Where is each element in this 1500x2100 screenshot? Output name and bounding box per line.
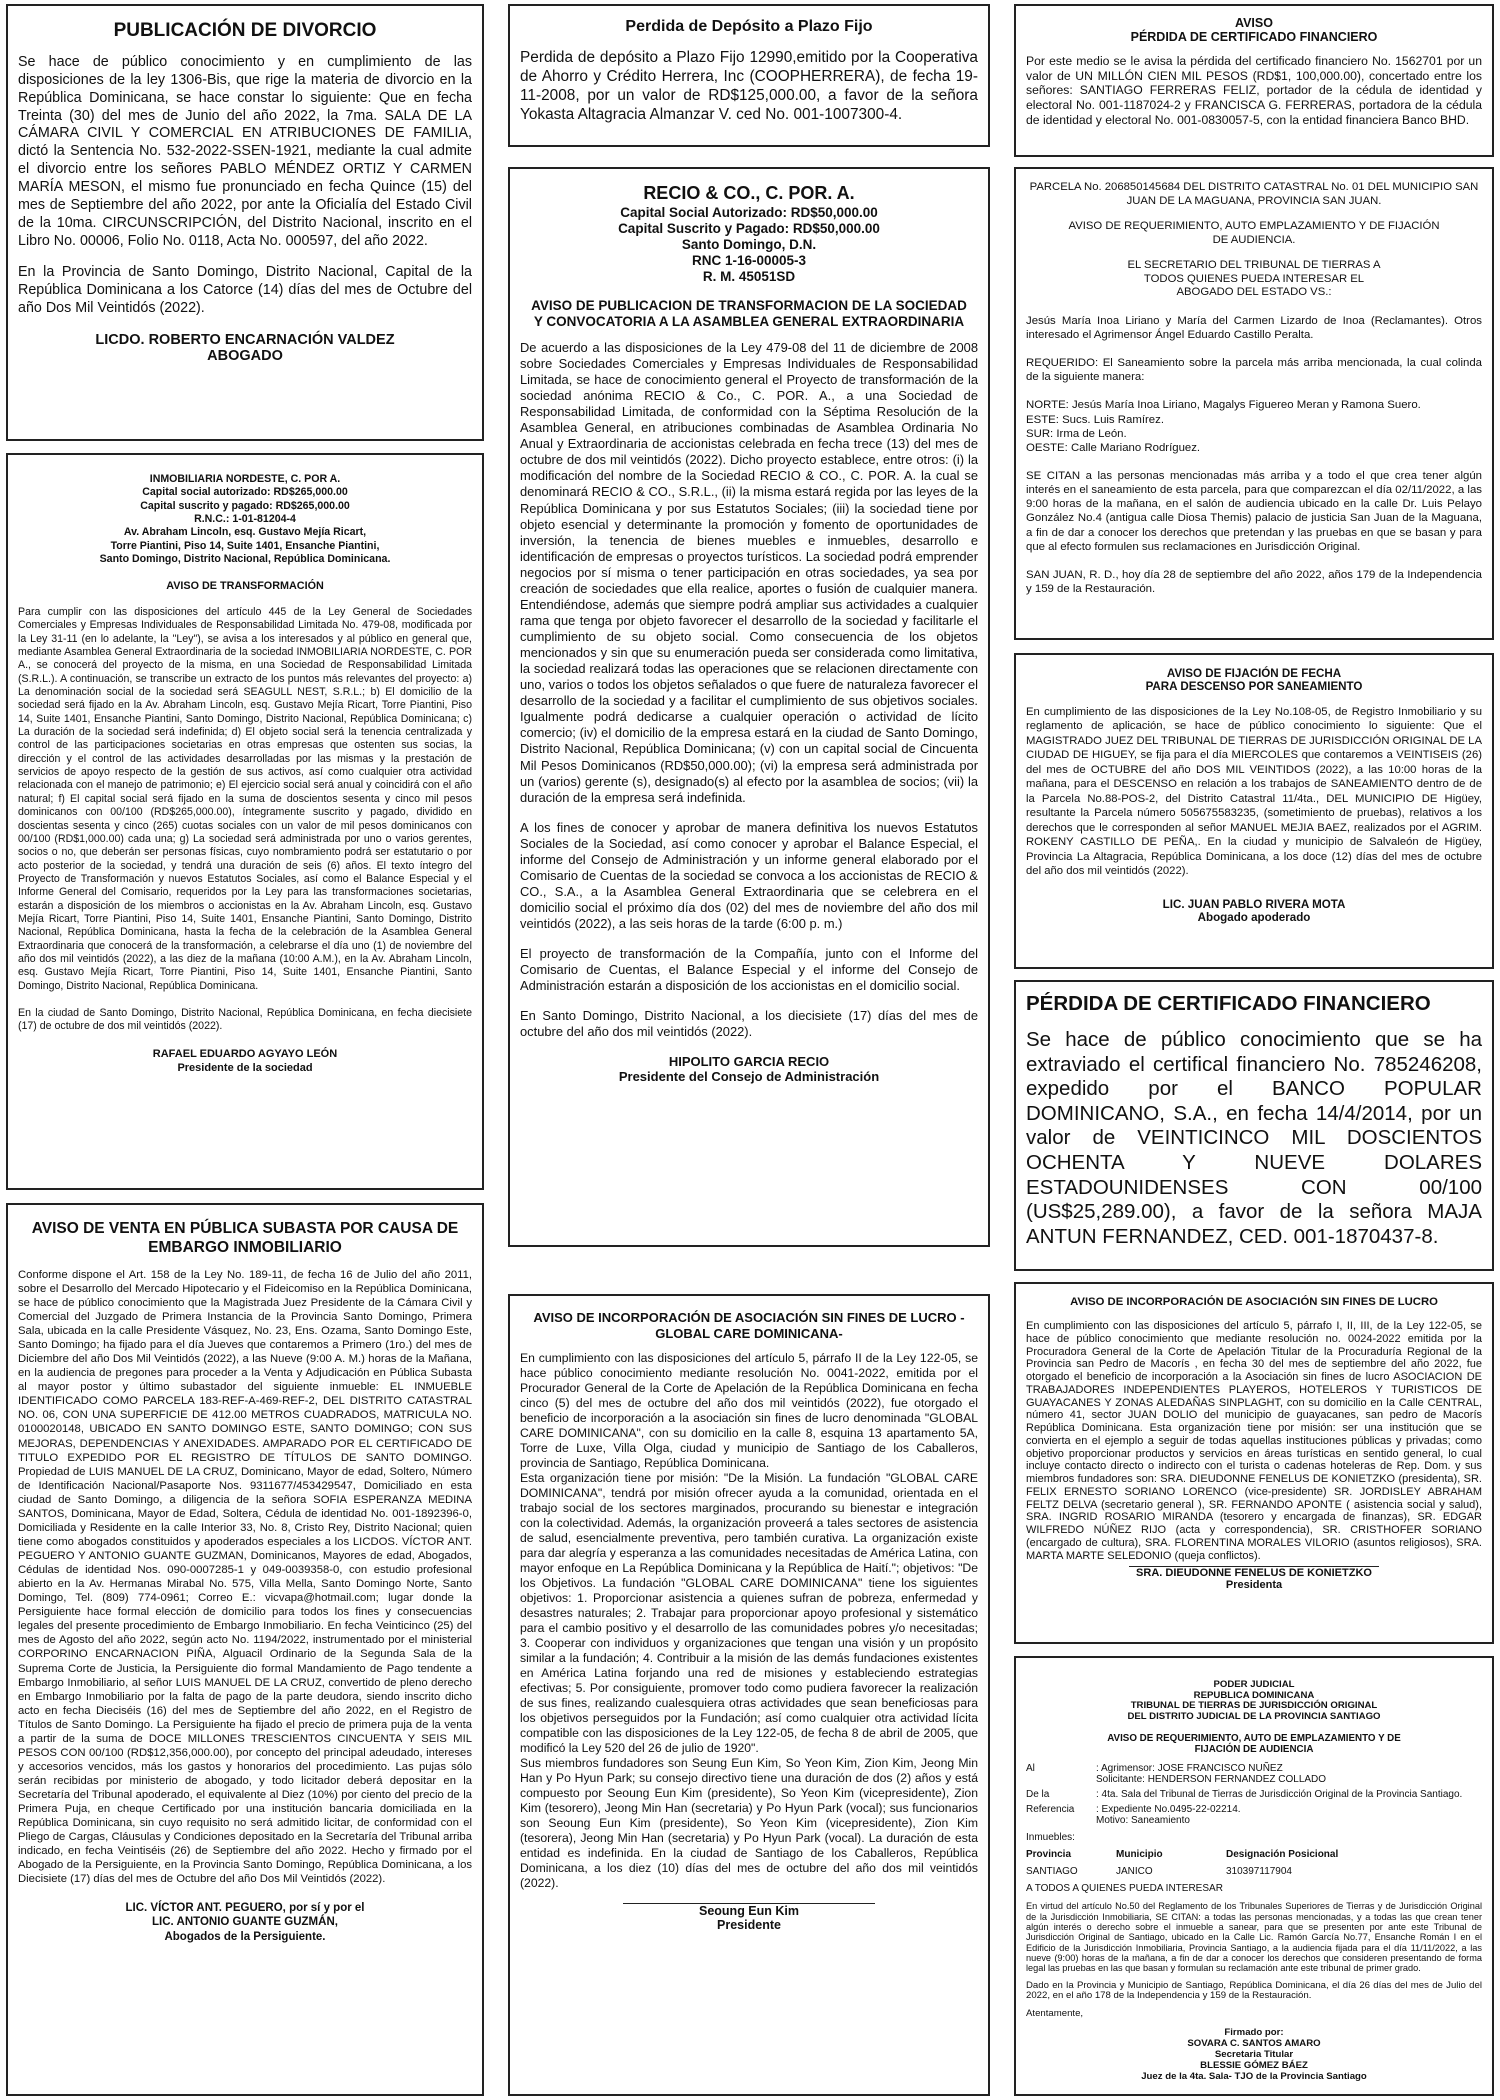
divorce-closing: En la Provincia de Santo Domingo, Distrito Nacional, Capital de la República Dominicana a los Catorce (14) días del mes de Octubre del año Dos Mil Veintidós (2022). bbox=[18, 264, 472, 317]
inmobiliaria-address-3: Santo Domingo, Distrito Nacional, República Dominicana. bbox=[99, 553, 391, 566]
santiago-dela-value: : 4ta. Sala del Tribunal de Tierras de Jurisdicción Original de la Provincia Santiago. bbox=[1096, 1789, 1463, 1801]
santiago-header-2: REPUBLICA DOMINICANA bbox=[1193, 1689, 1315, 1701]
higuey-signature-title: Abogado apoderado bbox=[1197, 911, 1311, 925]
santiago-header-4: DEL DISTRITO JUDICIAL DE LA PROVINCIA SANTIAGO bbox=[1127, 1711, 1381, 1723]
santiago-signed-by: Firmado por: bbox=[1224, 2027, 1284, 2039]
sinplaght-body: En cumplimiento con las disposiciones del artículo 5, párrafo I, II, III, de la Ley 122-05, se hace de público conocimiento que mediante resolución no. 0024-2022 emitida por la Procuradora General de la Corte de Apelación Titular de la Procuraduría Regional de la Provincia san Pedro de Macorís , en fecha 30 del mes de septiembre del año 2022, fue otorgado el beneficio de incorporación a la Asociación sin fines de lucro ASOCIACION DE TRABAJADORES INDEPENDIENTES PLAYEROS, HOTELEROS Y TURISTICOS DE GUAYACANES Y ZONAS ALEDAÑAS SINPLAGHT, con su domicilio en la Calle CENTRAL, número 41, sector JUAN DOLIO del municipio de guayacanes, san pedro de Macorís República Dominicana. Esta organización tiene por misión: ser una institución que se convierta en el ejemplo a seguir de todas aquellas instituciones públicas y privadas; como objetivo proporcionar productos y servicios en áreas turísticas en sentido general, lo cual incluye contacto directo o indirecto con el turista o cadenas hoteleras de Rep. Dom. y sus miembros fundadores son: SRA. DIEUDONNE FENELUS DE KONIETZKO (presidenta), SR. FELIX ERNESTO SORIANO LORENCO (vice-presidente) SR. JORDISLEY ABRAHAM FELTZ DELVA (secretario general ), SR. FERNANDO APONTE ( asistencia social y salud), SRA. INGRID ROSARIO MIRANDA (tesorero y encargada de finanzas), SR. EDGAR WILFREDO NÚÑEZ RIJO (acta y correspondencia), SR. CRISTHOFER SORIANO (encargado de cultura), SRA. FLORENTINA MORALES VILORIO (asuntos religiosos), SRA. MARTA MARTE SELEDONIO (queja conflictos). bbox=[1026, 1320, 1482, 1562]
sinplaght-title: AVISO DE INCORPORACIÓN DE ASOCIACIÓN SIN FINES DE LUCRO bbox=[1070, 1296, 1438, 1308]
san-juan-parcel: PARCELA No. 206850145684 DEL DISTRITO CATASTRAL No. 01 DEL MUNICIPIO SAN JUAN DE LA MAGUANA, PROVINCIA SAN JUAN. bbox=[1029, 181, 1479, 207]
recio-signature-name: HIPOLITO GARCIA RECIO bbox=[668, 1054, 830, 1070]
inmobiliaria-transformation-notice bbox=[6, 453, 484, 1190]
global-care-body-3: Sus miembros fundadores son Seung Eun Kim, So Yeon Kim, Zion Kim, Jeong Min Han y Po Hyun Park; su consejo directivo tiene una duración de dos (2) años y está compuesto por Seoung Eun Kim (presidente), So Yeon Kim (vicepresidente), Zion Kim (tesorero), Jeong Min Han (secretaria) y Po Hyun Park (vocal); sus funcionarios son Seoung Eun Kim (presidente), So Yeon Kim (vicepresidente), Zion Kim (tesorera), Jeong Min Han (secretaria) y Po Hyun Park (vocal). La duración de esta entidad es indefinida. En la ciudad de Santiago de los Caballeros, República Dominicana, a los diez (10) días del mes de octubre del año dos mil veintidós (2022). bbox=[520, 1756, 978, 1891]
recio-body-1: De acuerdo a las disposiciones de la Ley 479-08 del 11 de diciembre de 2008 sobre Sociedades Comerciales y Empresas Individuales de Responsabilidad Limitada, se hace de conocimiento general el Proyecto de transformación de la sociedad anónima RECIO & Co., C. POR. A., a una Sociedad de Responsabilidad Limitada, de conformidad con la Séptima Resolución de la Asamblea General, en atribuciones combinadas de Asamblea Ordinaria No Anual y Extraordinaria de accionistas celebrada en fecha trece (13) del mes de octubre de dos mil veintidós (2022). Dicho proyecto establece, entre otros: (i) la modificación del nombre de la Sociedad RECIO & CO., C. POR. A. la cual se denominará RECIO & CO., S.R.L., (ii) la misma estará regida por las leyes de la República Dominicana y por sus Estatutos Sociales; (iii) la sociedad tiene por objeto esencial y determinante la promoción y fomento de oportunidades de inversión, la tenencia de bienes muebles e inmuebles, desarrollo e identificación de empresas o proyectos turísticos. La sociedad podrá emprender negocios por sí misma o tener participación en otras sociedades, ya sea por creación de sociedades que ella realice, aportes o fusión de cualquier manera. Entendiéndose, además que siempre podrá ampliar sus actividades a cualquier rama que tenga por objeto favorecer el desarrollo de la sociedad y facilitarle el cumplimiento de su objeto social. Como consecuencia de los objetos mencionados y sin que su enumeración pueda ser considerada como limitativa, la sociedad realizará todas las operaciones que se relacionen directamente con uno, varios o todos los objetos señalados o que fuere de naturaleza favorecer el desarrollo de la sociedad y a facilitar el cumplimiento de sus objetivos sociales. Igualmente podrá dedicarse a cualquier operación o actividad de lícito comercio; (iv) el domicilio de la empresa estará en la ciudad de Santo Domingo, Distrito Nacional, República Dominicana; (v) con un capital social de Cincuenta Mil Pesos Dominicanos (RD$50,000.00); (vi) la empresa será administrada por un (varios) gerente (s), designado(s) al efecto por la asamblea de socios; (vii) la duración de la empresa será indefinida. bbox=[520, 339, 978, 805]
inmobiliaria-title: AVISO DE TRANSFORMACIÓN bbox=[166, 580, 324, 593]
santiago-signer-2-title: Juez de la 4ta. Sala- TJO de la Provincia Santiago bbox=[1141, 2071, 1367, 2083]
santiago-date: Dado en la Provincia y Municipio de Santiago, República Dominicana, el día 26 días del mes de Julio del 2022, en el año 178 de la Independencia y 159 de la Restauración. bbox=[1026, 1979, 1482, 2002]
term-deposit-title: Perdida de Depósito a Plazo Fijo bbox=[625, 18, 873, 35]
popular-certificate-title: PÉRDIDA DE CERTIFICADO FINANCIERO bbox=[1026, 992, 1431, 1015]
inmobiliaria-rnc: R.N.C.: 1-01-81204-4 bbox=[194, 513, 296, 526]
santiago-header-1: PODER JUDICIAL bbox=[1213, 1679, 1295, 1690]
divorce-title: PUBLICACIÓN DE DIVORCIO bbox=[113, 20, 377, 41]
santiago-col-province: Provincia bbox=[1026, 1849, 1072, 1861]
recio-rm: R. M. 45051SD bbox=[702, 269, 796, 285]
term-deposit-body: Perdida de depósito a Plazo Fijo 12990,emitido por la Cooperativa de Ahorro y Crédito Herrera, Inc (COOPHERRERA), de fecha 19-11-2008, por un valor de RD$125,000.00, a favor de la señora Yokasta Altagracia Almanzar V. ced No. 001-1007300-4. bbox=[520, 49, 978, 124]
auction-title: AVISO DE VENTA EN PÚBLICA SUBASTA POR CAUSA DE EMBARGO INMOBILIARIO bbox=[31, 1220, 459, 1257]
san-juan-west: OESTE: Calle Mariano Rodríguez. bbox=[1026, 441, 1201, 454]
santiago-title: AVISO DE REQUERIMIENTO, AUTO DE EMPLAZAMIENTO Y DE FIJACIÓN DE AUDIENCIA bbox=[1107, 1732, 1401, 1756]
global-care-signature-name: Seoung Eun Kim bbox=[699, 1904, 799, 1919]
santiago-signer-1-title: Secretaria Titular bbox=[1214, 2049, 1294, 2061]
inmobiliaria-signature-name: RAFAEL EDUARDO AGYAYO LEÓN bbox=[152, 1047, 338, 1060]
divorce-signature-title: ABOGADO bbox=[207, 348, 283, 365]
sinplaght-signature-title: Presidenta bbox=[1225, 1579, 1283, 1592]
higuey-descent-notice bbox=[1014, 653, 1494, 969]
term-deposit-loss-notice bbox=[508, 4, 990, 147]
recio-city: Santo Domingo, D.N. bbox=[681, 236, 817, 252]
auction-signature-2: LIC. ANTONIO GUANTE GUZMÁN, bbox=[152, 1916, 338, 1929]
global-care-body-2: Esta organización tiene por misión: "De la Misión. La fundación "GLOBAL CARE DOMINICANA", tendrá por misión ofrecer ayuda a la comunidad, orientada en el trabajo social de los sectores marginados, procurando su bienestar e integración con la colectividad. Además, la organización proveerá a tales sectores de asistencia de salud, esencialmente preventiva, pero también curativa. La organización existe para dar alegría y esperanza a las comunidades necesitadas de América Latina, con mayor enfoque en La República Dominicana y la República de Haití."; objetivos: "De los Objetivos. La fundación "GLOBAL CARE DOMINICANA" tiene los siguientes objetivos: 1. Proporcionar asistencia a quienes sufran de pobreza, enfermedad y desastres naturales; 2. Trabajar para proporcionar apoyo profesional y sistemático para el cambio positivo y el desarrollo de las comunidades pobres y/o necesitadas; 3. Cooperar con individuos y organizaciones que tengan una visión y un propósito similar a la fundación; 4. Contribuir a la misión de las demás fundaciones existentes en América Latina forjando una red de misiones y estableciendo estrategias efectivas; 5. Por consiguiente, promover todo como pudiera favorecer la realización de sus fines, realizando cualesquiera otras actividades que sean beneficiosas para los objetivos perseguidos por la Fundación; así como cualquier otra actividad lícita compatible con las disposiciones de la Ley 122-05, de fecha 8 de abril de 2005, que modificó la Ley 520 del 26 de julio de 1920". bbox=[520, 1471, 978, 1756]
santiago-to-all: A TODOS A QUIENES PUEDA INTERESAR bbox=[1026, 1883, 1223, 1895]
santiago-signer-1-name: SOVARA C. SANTOS AMARO bbox=[1187, 2038, 1321, 2050]
recio-title: AVISO DE PUBLICACION DE TRANSFORMACION DE LA SOCIEDAD Y CONVOCATORIA A LA ASAMBLEA GENERAL EXTRAORDINARIA bbox=[531, 297, 967, 329]
san-juan-required: REQUERIDO: El Saneamiento sobre la parcela más arriba mencionada, la cual colinda de la siguiente manera: bbox=[1026, 357, 1482, 384]
santiago-al-value: : Agrimensor: JOSE FRANCISCO NUÑEZ bbox=[1096, 1763, 1283, 1775]
global-care-title: AVISO DE INCORPORACIÓN DE ASOCIACIÓN SIN FINES DE LUCRO -GLOBAL CARE DOMINICANA- bbox=[533, 1310, 965, 1341]
inmobiliaria-address-1: Av. Abraham Lincoln, esq. Gustavo Mejía Ricart, bbox=[123, 526, 367, 539]
san-juan-north: NORTE: Jesús María Inoa Liriano, Magalys Figuereo Meran y Ramona Suero. bbox=[1026, 399, 1421, 412]
inmobiliaria-capital-paid: Capital suscrito y pagado: RD$265,000.00 bbox=[140, 499, 350, 512]
higuey-title-2: PARA DESCENSO POR SANEAMIENTO bbox=[1145, 680, 1363, 693]
divorce-notice bbox=[6, 4, 484, 441]
popular-certificate-body: Se hace de público conocimiento que se ha extraviado el certifical financiero No. 785246208, expedido por el BANCO POPULAR DOMINICANO, S.A., en fecha 14/4/2014, por un valor de VEINTICINCO MIL DOSCIENTOS OCHENTA Y NUEVE DOLARES ESTADOUNIDENSES CON 00/100 (US$25,289.00), a favor de la señora MAJA ANTUN FERNANDEZ, CED. 001-1870437-8. bbox=[1026, 1028, 1482, 1248]
santiago-ref-label: Referencia bbox=[1026, 1804, 1075, 1816]
inmobiliaria-body: Para cumplir con las disposiciones del artículo 445 de la Ley General de Sociedades Comerciales y Empresas Individuales de Responsabilidad Limitada No. 479-08, modificada por la Ley 31-11 (en lo adelante, la "Ley"), se avisa a los interesados y al público en general que, mediante Asamblea General Extraordinaria de la sociedad INMOBILIARIA NORDESTE, C. POR A., se conocerá del proyecto de la misma, en una Sociedad de Responsabilidad Limitada (S.R.L.). A continuación, se transcribe un extracto de los puntos más relevantes del proyecto: a) La denominación social de la sociedad será SEAGULL NEST, S.R.L.; b) El domicilio de la sociedad será fijado en la Av. Abraham Lincoln, esq. Gustavo Mejía Ricart, Torre Piantini, Piso 14, Suite 1401, Ensanche Piantini, Santo Domingo, Distrito Nacional, República Dominicana; c) La duración de la sociedad será indefinida; d) El objeto social será la tenencia centralizada y control de las participaciones societarias en otras empresas que ostenten sus socias, la dirección y el control de las actividades desarrolladas por las mismas y la prestación de servicios de apoyo respecto de la gestión de sus activos, así como cualquier otra actividad relacionada con el manejo de patrimonio; e) El ejercicio social será anual y coincidirá con el año natural; f) El capital social será fijado en la suma de doscientos sesenta y cinco mil pesos dominicanos con 00/100 (RD$265,000.00), íntegramente suscrito y pagado, dividido en doscientas sesenta y cinco (265) cuotas sociales con un valor de mil pesos dominicanos con 00/100 (RD$1,000.00) cada una; g) La sociedad será administrada por uno o varios gerentes, socios o no, que deberán ser personas físicas, cuyo nombramiento podrá ser estatutario o por acto posterior de la sociedad, y tendrá una duración de seis (6) años. El texto íntegro del Proyecto de Transformación y nuevos Estatutos Sociales, así como el Balance Especial y el Informe General del Comisario, requeridos por la Ley para las transformaciones societarias, estarán a disposición de los miembros o accionistas en la Av. Abraham Lincoln, esq. Gustavo Mejía Ricart, Torre Piantini, Piso 14, Suite 1401, Ensanche Piantini, Santo Domingo, Distrito Nacional, República Dominicana, hasta la fecha de la celebración de la Asamblea General Extraordinaria que conocerá de la transformación, a celebrarse el día uno (1) de noviembre del año dos mil veintidós (2022), a las diez de la mañana (10:00 A.M.), en la Av. Abraham Lincoln, esq. Gustavo Mejía Ricart, Torre Piantini, Piso 14, Suite 1401, Ensanche Piantini, Santo Domingo, Distrito Nacional, República Dominicana. bbox=[18, 606, 472, 992]
san-juan-claimants: Jesús María Inoa Liriano y María del Carmen Lizardo de Inoa (Reclamantes). Otros interesado el Agrimensor Ángel Eduardo Castillo Peralta. bbox=[1026, 314, 1482, 341]
bhd-title-1: AVISO bbox=[1235, 16, 1273, 30]
recio-transformation-notice bbox=[508, 167, 990, 1247]
santiago-al-value-2: Solicitante: HENDERSON FERNANDEZ COLLADO bbox=[1096, 1774, 1327, 1786]
san-juan-subtitle: AVISO DE REQUERIMIENTO, AUTO EMPLAZAMIENTO Y DE FIJACIÓN DE AUDIENCIA. bbox=[1068, 220, 1440, 246]
global-care-notice bbox=[508, 1294, 990, 2096]
divorce-signature-name: LICDO. ROBERTO ENCARNACIÓN VALDEZ bbox=[95, 332, 395, 349]
recio-body-2: A los fines de conocer y aprobar de manera definitiva los nuevos Estatutos Sociales de la Sociedad, así como conocer y aprobar el Balance Especial, el informe del Consejo de Administración y un informe general elaborado por el Comisario de Cuentas de la sociedad se convoca a los accionistas de RECIO & CO., S.A., a la Asamblea General Extraordinaria que se celebrera en el domicilio social el próximo día dos (02) del mes de noviembre del año dos mil veintidós (2022), a las seis horas de la tarde (6:00 p. m.) bbox=[520, 819, 978, 932]
santiago-col-municipality: Municipio bbox=[1116, 1849, 1163, 1861]
san-juan-east: ESTE: Sucs. Luis Ramírez. bbox=[1026, 413, 1164, 426]
santiago-land-notice bbox=[1014, 1656, 1494, 2096]
recio-signature-title: Presidente del Consejo de Administración bbox=[618, 1069, 880, 1085]
inmobiliaria-capital-authorized: Capital social autorizado: RD$265,000.00 bbox=[142, 486, 348, 499]
certificate-loss-notice-bhd bbox=[1014, 4, 1494, 157]
sinplaght-incorporation-notice bbox=[1014, 1282, 1494, 1644]
higuey-title-1: AVISO DE FIJACIÓN DE FECHA bbox=[1166, 667, 1342, 680]
bhd-title-2: PÉRDIDA DE CERTIFICADO FINANCIERO bbox=[1130, 30, 1378, 44]
santiago-ref-value-2: Motivo: Saneamiento bbox=[1096, 1815, 1190, 1827]
global-care-signature-title: Presidente bbox=[717, 1918, 781, 1933]
santiago-header-3: TRIBUNAL DE TIERRAS DE JURISDICCIÓN ORIGINAL bbox=[1130, 1700, 1378, 1712]
santiago-regards: Atentamente, bbox=[1026, 2008, 1084, 2020]
santiago-value-municipality: JANICO bbox=[1116, 1866, 1153, 1878]
san-juan-south: SUR: Irma de León. bbox=[1026, 427, 1127, 440]
recio-body-4: En Santo Domingo, Distrito Nacional, a los diecisiete (17) días del mes de octubre del año dos mil veintidós (2022). bbox=[520, 1008, 978, 1040]
divorce-body: Se hace de público conocimiento y en cumplimiento de las disposiciones de la ley 1306-Bis, que rige la materia de divorcio en la República Dominicana, se hace constar lo siguiente: Que en fecha Treinta (30) del mes de Junio del año 2022, la 7ma. SALA DE LA CÁMARA CIVIL Y COMERCIAL EN ATRIBUCIONES DE FAMILIA, dictó la Sentencia No. 532-2022-SSEN-1921, mediante la cual admite el divorcio entre los señores PABLO MÉNDEZ ORTIZ Y CARMEN MARÍA MESON, el mismo fue pronunciado en fecha Quince (15) del mes de Septiembre del año 2022, por ante la Oficialía del Estado Civil de la 10ma. CIRCUNSCRIPCIÓN, del Distrito Nacional, inscrito en el Libro No. 00006, Folio No. 0118, Acta No. 000597, del año 2022. bbox=[18, 54, 472, 249]
higuey-body: En cumplimiento de las disposiciones de la Ley No.108-05, de Registro Inmobiliario y su reglamento de aplicación, se hace de público conocimiento lo siguiente: Que el MAGISTRADO JUEZ DEL TRIBUNAL DE TIERRAS DE JURISDICCIÓN ORIGINAL DE LA CIUDAD DE HIGUEY, se fija para el día MIERCOLES que contaremos a VEINTISEIS (26) del mes de OCTUBRE del año DOS MIL VEINTIDOS (2022), a las 10:00 horas de la mañana, para el DESCENSO en relación a los trabajos de SANEAMIENTO dentro de de la Parcela No.88-POS-2, del Distrito Catastral 11/4ta., DEL MUNICIPIO DE Higüey, resultante la Parcela número 505675583235, (sometimiento de pruebas), relativos a los derechos que le corresponden al señor MANUEL MEJIA BAEZ, realizados por el AGRIM. ROKENY CASTILLO DE PEÑA,. En la ciudad y municipio de Salvaleón de Higüey, Provincia La Altagracia, República Dominicana, a los doce (12) días del mes de octubre del año dos mil veintidós (2022). bbox=[1026, 706, 1482, 877]
recio-rnc: RNC 1-16-00005-3 bbox=[691, 253, 807, 269]
auction-notice bbox=[6, 1203, 484, 2096]
recio-body-3: El proyecto de transformación de la Compañía, junto con el Informe del Comisario de Cuentas, el Balance Especial y el informe del Consejo de Administración estarán a disposición de los accionistas en el domicilio social. bbox=[520, 946, 978, 994]
santiago-value-designation: 310397117904 bbox=[1226, 1866, 1292, 1878]
santiago-signer-2-name: BLESSIE GÓMEZ BÁEZ bbox=[1200, 2060, 1308, 2072]
inmobiliaria-signature-title: Presidente de la sociedad bbox=[177, 1061, 313, 1074]
higuey-signature-name: LIC. JUAN PABLO RIVERA MOTA bbox=[1162, 898, 1346, 912]
santiago-value-province: SANTIAGO bbox=[1026, 1866, 1078, 1878]
auction-signature-3: Abogados de la Persiguiente. bbox=[164, 1931, 326, 1944]
recio-company-name: RECIO & CO., C. POR. A. bbox=[643, 183, 855, 203]
san-juan-date: SAN JUAN, R. D., hoy día 28 de septiembre del año 2022, años 179 de la Independencia y 159 de la Restauración. bbox=[1026, 568, 1482, 595]
inmobiliaria-name: INMOBILIARIA NORDESTE, C. POR A. bbox=[149, 473, 341, 485]
santiago-ref-value: : Expediente No.0495-22-02214. bbox=[1096, 1804, 1241, 1816]
santiago-col-designation: Designación Posicional bbox=[1226, 1849, 1339, 1861]
popular-certificate-loss-notice bbox=[1014, 980, 1494, 1271]
inmobiliaria-closing: En la ciudad de Santo Domingo, Distrito Nacional, República Dominicana, en fecha diecisiete (17) de octubre de dos mil veintidós (2022). bbox=[18, 1006, 472, 1033]
recio-capital-paid: Capital Suscrito y Pagado: RD$50,000.00 bbox=[618, 220, 880, 236]
santiago-dela-label: De la bbox=[1026, 1789, 1050, 1801]
inmobiliaria-address-2: Torre Piantini, Piso 14, Suite 1401, Ensanche Piantini, bbox=[110, 539, 380, 552]
bhd-body: Por este medio se le avisa la pérdida del certificado financiero No. 1562701 por un valor de UN MILLÓN CIEN MIL PESOS (RD$1, 100,000.00), concertado entre los señores: SANTIAGO FERRERAS FELIZ, portador de la cédula de identidad y electoral No. 001-1187024-2 y FRANCISCA G. FERRERAS, portadora de la cédula de identidad y electoral No. 001-0830057-5, con la entidad financiera Banco BHD. bbox=[1026, 54, 1482, 127]
auction-signature-1: LIC. VÍCTOR ANT. PEGUERO, por sí y por el bbox=[125, 1901, 365, 1914]
santiago-inmuebles-label: Inmuebles: bbox=[1026, 1832, 1075, 1844]
santiago-al-label: Al bbox=[1026, 1763, 1035, 1775]
san-juan-secretary: EL SECRETARIO DEL TRIBUNAL DE TIERRAS A TODOS QUIENES PUEDA INTERESAR EL ABOGADO DEL ESTADO VS.: bbox=[1127, 259, 1381, 299]
auction-body: Conforme dispone el Art. 158 de la Ley No. 189-11, de fecha 16 de Julio del año 2011, sobre el Desarrollo del Mercado Hipotecario y el Fideicomiso en la República Dominicana, se hace de público conocimiento que la Magistrada Juez Presidente de la Cámara Civil y Comercial del Juzgado de Primera Instancia de la Provincia Santo Domingo, Primera Sala, ubicada en la calle Presidente Vásquez, No. 23, Ens. Ozama, Santo Domingo Este, Santo Domingo; ha fijado para el día Jueves que contaremos a Primero (1ro.) del mes de Diciembre del año Dos Mil Veintidós (2022), a las Nueve (9:00 A. M.) horas de la Mañana, en la audiencia de pregones para proceder a la Venta y Adjudicación en Pública Subasta al mayor postor y último subastador del siguiente inmueble: EL INMUEBLE IDENTIFICADO COMO PARCELA 183-REF-A-469-REF-2, DEL DISTRITO CATASTRAL NO. 06, CON UNA SUPERFICIE DE 412.00 METROS CUADRADOS, MATRICULA NO. 0100020148, UBICADO EN SANTO DOMINGO ESTE, SANTO DOMINGO; CON SUS MEJORAS, DEPENDENCIAS Y ANEXIDADES. AMPARADO POR EL CERTIFICADO DE TITULO EXPEDIDO POR EL REGISTRO DE TÍTULOS DE SANTO DOMINGO. Propiedad de LUIS MANUEL DE LA CRUZ, Dominicano, Mayor de edad, Soltero, Número de Identificación Nacional/Pasaporte Nos. 9311677/453429547, Domiciliado en esta ciudad de Santo Domingo, a diligencia de la señora SOFIA ESPERANZA MEDINA SANTOS, Dominicana, Mayor de Edad, Soltera, Cédula de identidad No. 001-1892396-0, Domiciliada y Residente en la calle Interior 33, No. 8, Cristo Rey, Distrito Nacional; quien tiene como abogados constituidos y apoderados especiales a los LICDOS. VÍCTOR ANT. PEGUERO Y ANTONIO GUANTE GUZMAN, Dominicanos, Mayores de edad, Abogados, Cédulas de identidad Nos. 090-0007285-1 y 049-0039358-0, con estudio profesional abierto en la Av. Hermanas Mirabal No. 575, Villa Mella, Santo Domingo Norte, Santo Domingo, Tel. (809) 774-0961; Correo E.: vicvapa@hotmail.com; lugar donde la Persiguiente hace formal elección de domicilio para todos los fines y consecuencias legales del presente procedimiento de Embargo Inmobiliario. En fecha Veinticinco (25) del mes de Agosto del año 2022, según acto No. 1194/2022, instrumentado por el ministerial CORPORINO ENCARNACION PIÑA, Alguacil Ordinario de la Segunda Sala de la Suprema Corte de Justicia, la Persiguiente dio formal Mandamiento de Pago tendente a Embargo Inmobiliario, al señor LUIS MANUEL DE LA CRUZ, convertido de pleno derecho en Embargo Inmobiliario por la falta de pago de la parte deudora, siendo inscrito dicho acto en fecha Dieciséis (16) del mes de Septiembre del año 2022, en el Registro de Títulos de Santo Domingo. La Persiguiente ha fijado el precio de primera puja de la venta a partir de la suma de DOCE MILLONES TRESCIENTOS CINCUENTA Y SEIS MIL PESOS CON 00/100 (RD$12,356,000.00), por concepto del principal adeudado, intereses y accesorios vencidos, más los gastos y honorarios del procedimiento. Las pujas sólo serán recibidas por ministerio de abogado, y todo licitador deberá depositar en la Secretaría del Tribunal apoderado, el equivalente al Diez (10%) por ciento del precio de la Primera Puja, en cheque Certificado por una institución bancaria domiciliada en la República Dominicana, sin cuyo requisito no será admitido licitar, de conformidad con el Pliego de Cargas, Cláusulas y Condiciones depositado en la Secretaría del Tribunal arriba indicado, en fecha Veintiséis (26) de Septiembre del año 2022. Hecho y firmado por el Abogado de la Persiguiente, en la Provincia Santo Domingo, República Dominicana, a los Diecisiete (17) días del mes de Octubre del año Dos Mil Veintidós (2022). bbox=[18, 1268, 472, 1886]
global-care-body-1: En cumplimiento con las disposiciones del artículo 5, párrafo II de la Ley 122-05, se hace público conocimiento mediante resolución No. 0041-2022, emitida por el Procurador General de la Corte de Apelación de la República Dominicana en fecha cinco (5) del mes de octubre del año dos mil veintidós (2022), fue otorgado el beneficio de incorporación a la asociación sin fines de lucro denominada "GLOBAL CARE DOMINICANA", con su domicilio en la calle 8, esquina 13 apartamento 5A, Torre de Luxe, Villa Olga, ciudad y municipio de Santiago de los Caballeros, provincia de Santiago, República Dominicana. bbox=[520, 1351, 978, 1471]
santiago-body: En virtud del artículo No.50 del Reglamento de los Tribunales Superiores de Tierras y de Jurisdicción Original de la Jurisdicción Inmobiliaria, SE CITAN: a todas las personas mencionadas, y a todas las que crean tener algún interés o derecho sobre el inmueble a sanear, para que se presenten por ante este Tribunal de Jurisdicción Original de Santiago, ubicado en la Calle Lic. Ramón García No.77, Ensanche Román I en el Edificio de la Jurisdicción Inmobiliaria, Provincia Santiago, a la audiencia fijada para el día 11/11/2022, a las nueve (9:00) horas de la mañana, a fin de dar a conocer los derechos que consideren presentando de forma legal las pruebas en las que basan y formulan su reclamación ante este tribunal de primer grado. bbox=[1026, 1901, 1482, 1974]
san-juan-land-notice bbox=[1014, 167, 1494, 640]
recio-capital-authorized: Capital Social Autorizado: RD$50,000.00 bbox=[620, 204, 878, 220]
san-juan-summons: SE CITAN a las personas mencionadas más arriba y a todo el que crea tener algún interés en el saneamiento de esta parcela, para que comparezcan el día 02/11/2022, a las 9:00 horas de la mañana, en el salón de audiencia ubicado en la calle Dr. Luis Pelayo González No.4 (antigua calle Diosa Themis) palacio de justicia San Juan de la Maguana, a fin de dar a conocer los derechos que pretendan y las pruebas en que se basan y para que al efecto formulen sus reclamaciones en Jurisdicción Original. bbox=[1026, 469, 1482, 553]
sinplaght-signature-name: SRA. DIEUDONNE FENELUS DE KONIETZKO bbox=[1136, 1567, 1372, 1580]
